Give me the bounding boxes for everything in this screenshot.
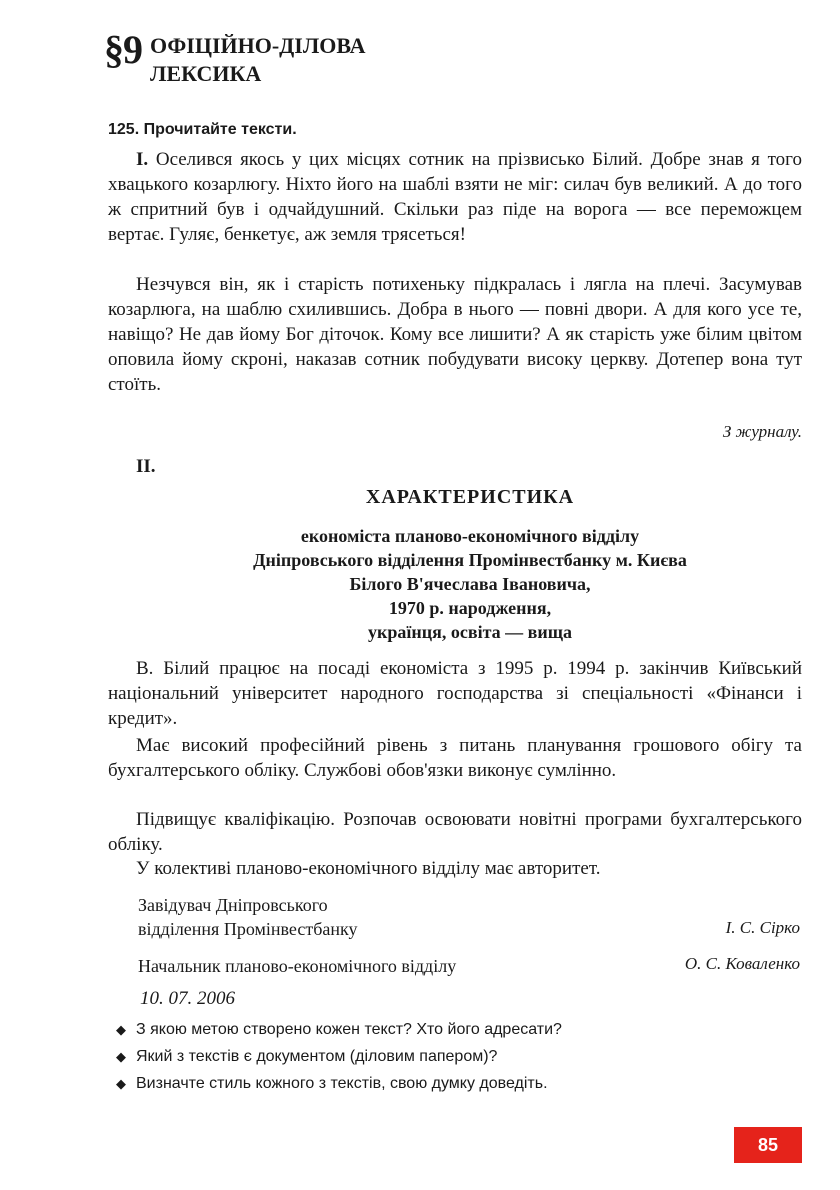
page-number-badge: 85	[734, 1127, 802, 1163]
signature-name: І. С. Сірко	[725, 918, 800, 937]
signature-position-line: відділення Промінвестбанку	[138, 919, 358, 939]
text2-marker: II.	[136, 456, 156, 477]
text1-paragraph2: Незчувся він, як і старість потихеньку підкралась і лягла на плечі. Засумував козарлюга, на шаблю схилившись. Добра в нього — повні двори. А для кого усе те, навіщо? Не дав йому Бог діточок. Кому все лишити? А як старість уже білим цвітом оповила йому скроні, наказав сотник побудувати високу церкву. Дотепер вона тут стоїть.	[108, 274, 802, 395]
subject-line: українця, освіта — вища	[368, 622, 572, 642]
text1-marker: I.	[136, 149, 149, 170]
section-number: §9	[104, 27, 142, 72]
section-header	[104, 28, 366, 88]
subject-line: економіста планово-економічного відділу	[300, 526, 640, 546]
text1-paragraph1	[108, 147, 802, 247]
question-text: З якою метою створено кожен текст? Хто його адресати?	[136, 1021, 562, 1038]
document-title: ХАРАКТЕРИСТИКА	[365, 486, 575, 508]
diamond-bullet-icon: ◆	[116, 1076, 126, 1091]
signature-name: О. С. Коваленко	[684, 954, 800, 973]
document-subject	[180, 524, 760, 644]
question-item	[116, 1047, 497, 1067]
diamond-bullet-icon: ◆	[116, 1049, 126, 1064]
signature-position: Начальник планово-економічного відділу	[138, 956, 457, 976]
question-text: Який з текстів є документом (діловим папером)?	[136, 1048, 498, 1065]
signature-position-line: Завідувач Дніпровського	[138, 895, 328, 915]
document-paragraph: Має високий професійний рівень з питань планування грошового обігу та бухгалтерського обліку. Службові обов'язки виконує сумлінно.	[108, 735, 802, 781]
question-item	[116, 1020, 562, 1040]
document-paragraph: В. Білий працює на посаді економіста з 1995 р. 1994 р. закінчив Київський національний університет народного господарства зі спеціальності «Фінанси і кредит».	[108, 658, 802, 729]
subject-line: Білого В'ячеслава Івановича,	[349, 574, 591, 594]
question-item	[116, 1074, 548, 1094]
document-date: 10. 07. 2006	[140, 988, 235, 1009]
document-paragraph: У колективі планово-економічного відділу має авторитет.	[136, 858, 601, 879]
document-paragraph: Підвищує кваліфікацію. Розпочав освоювати новітні програми бухгалтерського обліку.	[108, 809, 802, 855]
signature-position	[138, 893, 357, 941]
diamond-bullet-icon: ◆	[116, 1022, 126, 1037]
subject-line: Дніпровського відділення Промінвестбанку м. Києва	[253, 550, 687, 570]
subject-line: 1970 р. народження,	[388, 598, 552, 618]
section-title-line1: ОФІЦІЙНО-ДІЛОВА	[150, 33, 366, 58]
section-title-line2: ЛЕКСИКА	[150, 61, 262, 86]
section-title	[150, 32, 366, 88]
question-text: Визначте стиль кожного з текстів, свою думку доведіть.	[136, 1075, 548, 1092]
text1-source: З журналу.	[722, 422, 802, 441]
task-heading: 125. Прочитайте тексти.	[108, 121, 297, 138]
text1-paragraph1-body: Оселився якось у цих місцях сотник на прізвисько Білий. Добре знав я того хвацького козарлюгу. Ніхто його на шаблі взяти не міг: силач був великий. А до того ж спритний був і одчайдушний. Скільки раз піде на ворога — все переможцем вертає. Гуляє, бенкетує, аж земля трясеться!	[108, 149, 802, 245]
